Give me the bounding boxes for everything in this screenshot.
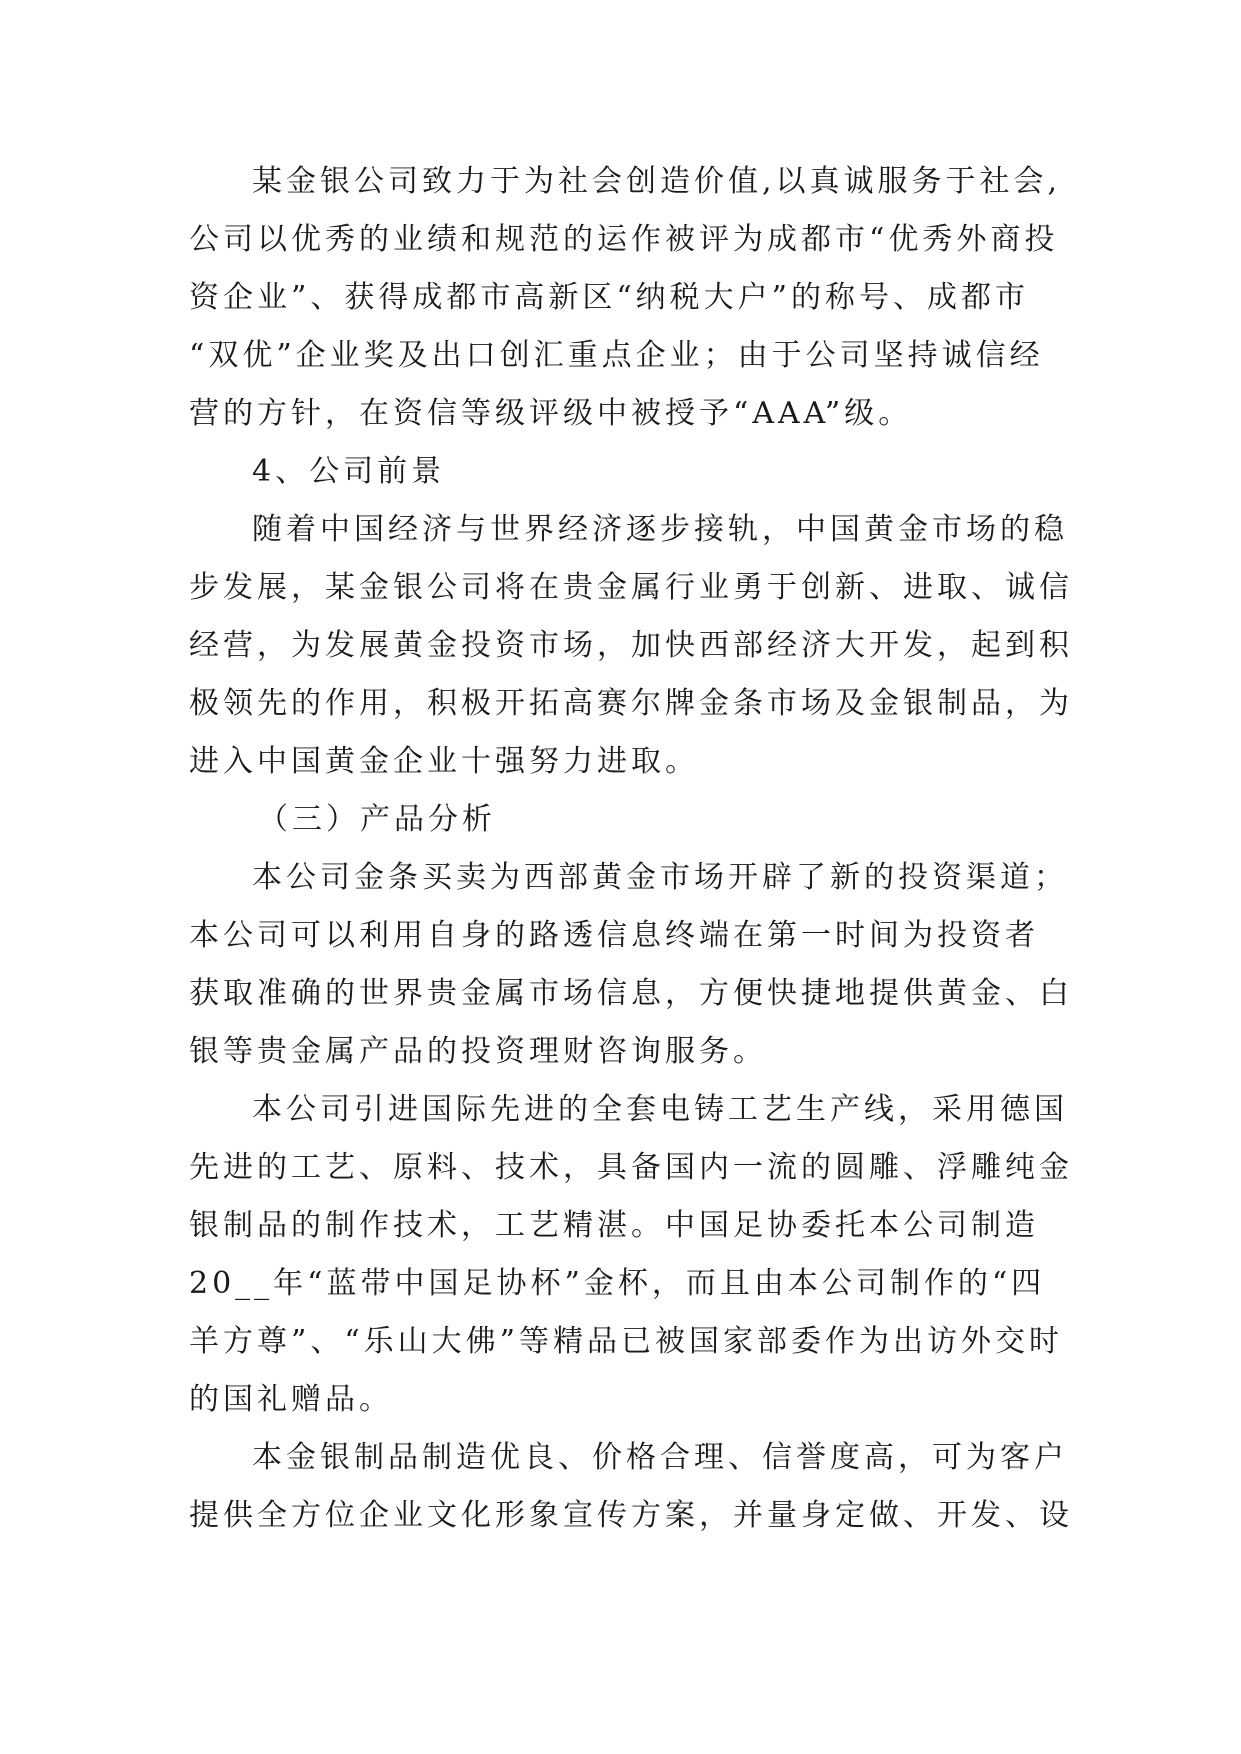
text-line: 进入中国黄金企业十强努力进取。 <box>189 744 699 779</box>
text-line: 本公司金条买卖为西部黄金市场开辟了新的投资渠道； <box>252 860 1068 895</box>
text-line: 银等贵金属产品的投资理财咨询服务。 <box>189 1034 767 1069</box>
text-line: 随着中国经济与世界经济逐步接轨，中国黄金市场的稳 <box>252 512 1068 547</box>
text-line: 的国礼赠品。 <box>189 1382 393 1417</box>
text-line: 本公司可以利用自身的路透信息终端在第一时间为投资者 <box>189 918 1039 953</box>
text-line: 某金银公司致力于为社会创造价值,以真诚服务于社会, <box>252 164 1062 199</box>
text-line: 资企业”、获得成都市高新区“纳税大户”的称号、成都市 <box>189 280 1030 315</box>
text-line: 先进的工艺、原料、技术，具备国内一流的圆雕、浮雕纯金 <box>189 1150 1073 1185</box>
text-line: 极领先的作用，积极开拓高赛尔牌金条市场及金银制品，为 <box>189 686 1073 721</box>
text-line: “双优”企业奖及出口创汇重点企业；由于公司坚持诚信经 <box>189 338 1044 373</box>
text-line: 本公司引进国际先进的全套电铸工艺生产线，采用德国 <box>252 1092 1068 1127</box>
text-line: 获取准确的世界贵金属市场信息，方便快捷地提供黄金、白 <box>189 976 1073 1011</box>
text-line: 银制品的制作技术，工艺精湛。中国足协委托本公司制造 <box>189 1208 1039 1243</box>
text-line: 本金银制品制造优良、价格合理、信誉度高，可为客户 <box>252 1440 1068 1475</box>
text-line: 营的方针，在资信等级评级中被授予“AAA”级。 <box>189 396 913 431</box>
section-heading: 4、公司前景 <box>252 454 446 489</box>
text-line: 步发展，某金银公司将在贵金属行业勇于创新、进取、诚信 <box>189 570 1073 605</box>
text-line: 公司以优秀的业绩和规范的运作被评为成都市“优秀外商投 <box>189 222 1059 257</box>
section-heading: （三）产品分析 <box>258 802 496 837</box>
text-line: 羊方尊”、“乐山大佛”等精品已被国家部委作为出访外交时 <box>189 1324 1064 1359</box>
text-line: 20__年“蓝带中国足协杯”金杯，而且由本公司制作的“四 <box>189 1266 1046 1301</box>
text-line: 经营，为发展黄金投资市场，加快西部经济大开发，起到积 <box>189 628 1073 663</box>
text-line: 提供全方位企业文化形象宣传方案，并量身定做、开发、设 <box>189 1498 1073 1533</box>
